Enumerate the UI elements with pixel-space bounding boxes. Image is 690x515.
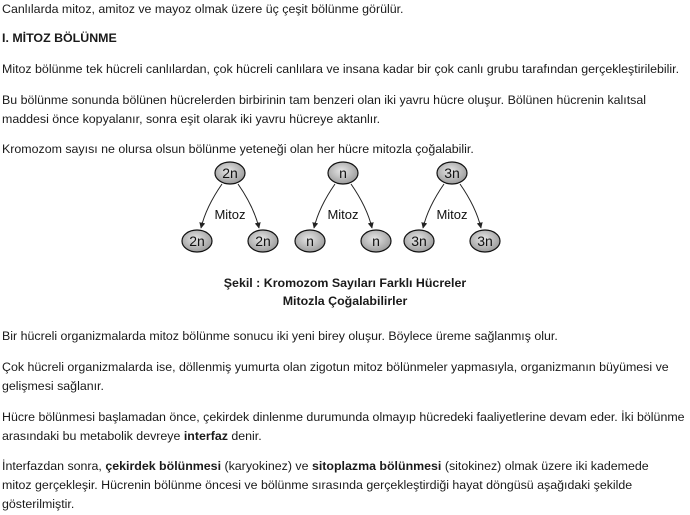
paragraph-2-line-1: Bu bölünme sonunda bölünen hücrelerden birbirinin tam benzeri olan iki yavru hücre oluşur. Bölünen hücrenin kalıtsal bbox=[2, 93, 647, 107]
section-title: I. MİTOZ BÖLÜNME bbox=[2, 31, 117, 45]
daughter-cell bbox=[295, 230, 325, 252]
paragraph-6-line-2 bbox=[2, 427, 688, 446]
paragraph-7-text-c: (sitokinez) olmak üzere iki kademede bbox=[441, 459, 649, 473]
figure-caption-line-1: Şekil : Kromozom Sayıları Farklı Hücreler bbox=[223, 276, 467, 290]
parent-cell-label: 3n bbox=[444, 165, 460, 181]
daughter-cell bbox=[248, 230, 278, 252]
paragraph-3: Kromozom sayısı ne olursa olsun bölünme yeteneği olan her hücre mitozla çoğalabilir. bbox=[2, 142, 474, 156]
paragraph-2-line-2: maddesi önce kopyalanır, sonra eşit olarak iki yavru hücreye aktanlır. bbox=[2, 112, 381, 126]
mitoz-label: Mitoz bbox=[327, 207, 359, 222]
daughter-cell bbox=[470, 230, 500, 252]
paragraph-4: Bir hücreli organizmalarda mitoz bölünme sonucu iki yeni birey oluşur. Böylece üreme sağlanmış olur. bbox=[2, 329, 558, 343]
interfaz-term: interfaz bbox=[183, 429, 228, 443]
figure-caption-line-2: Mitozla Çoğalabilirler bbox=[282, 294, 408, 308]
parent-cell-label: 2n bbox=[222, 165, 238, 181]
paragraph-5-line-1: Çok hücreli organizmalarda ise, döllenmiş yumurta olan zigotun mitoz bölünmeler yapmasıyla, organizmanın büyümesi ve bbox=[2, 360, 669, 374]
paragraph-7-line-3: gösterilmiştir. bbox=[2, 497, 75, 511]
daughter-cell-label: 3n bbox=[477, 233, 493, 249]
daughter-cell-label: 2n bbox=[255, 233, 271, 249]
parent-cell-label: n bbox=[339, 165, 347, 181]
daughter-cell-label: 2n bbox=[189, 233, 205, 249]
daughter-cell bbox=[361, 230, 391, 252]
daughter-cell-label: n bbox=[306, 233, 314, 249]
mitoz-label: Mitoz bbox=[436, 207, 468, 222]
daughter-cell bbox=[182, 230, 212, 252]
paragraph-6-line-1: Hücre bölünmesi başlamadan önce, çekirdek dinlenme durumunda olmayıp hücredeki faaliyetlerine devam eder. İki bölünme bbox=[2, 410, 685, 424]
paragraph-1: Mitoz bölünme tek hücreli canlılardan, çok hücreli canlılara ve insana kadar bir çok canlı grubu tarafından gerçekleştirilebilir. bbox=[2, 62, 680, 76]
daughter-cell-label: n bbox=[372, 233, 380, 249]
intro-text: Canlılarda mitoz, amitoz ve mayoz olmak üzere üç çeşit bölünme görülür. bbox=[2, 2, 404, 16]
parent-cell bbox=[328, 162, 358, 184]
paragraph-6-text-a: arasındaki bu metabolik devreye bbox=[2, 429, 184, 443]
karyokinesis-term: çekirdek bölünmesi bbox=[105, 459, 222, 473]
paragraph-7-line-1 bbox=[2, 457, 688, 476]
mitosis-diagram bbox=[0, 158, 690, 260]
paragraph-7-text-a: İnterfazdan sonra, bbox=[2, 459, 106, 473]
paragraph-7-text-b: (karyokinez) ve bbox=[221, 459, 312, 473]
parent-cell bbox=[215, 162, 245, 184]
cytokinesis-term: sitoplazma bölünmesi bbox=[311, 459, 442, 473]
parent-cell bbox=[437, 162, 467, 184]
paragraph-6-text-b: denir. bbox=[227, 429, 262, 443]
paragraph-7-line-2: mitoz gerçekleşir. Hücrenin bölünme öncesi ve bölünme sırasında gerçekleştirdiği hayat döngüsü aşağıdaki şekilde bbox=[2, 478, 633, 492]
daughter-cell bbox=[404, 230, 434, 252]
paragraph-5-line-2: gelişmesi sağlanır. bbox=[2, 379, 104, 393]
daughter-cell-label: 3n bbox=[411, 233, 427, 249]
mitoz-label: Mitoz bbox=[214, 207, 246, 222]
